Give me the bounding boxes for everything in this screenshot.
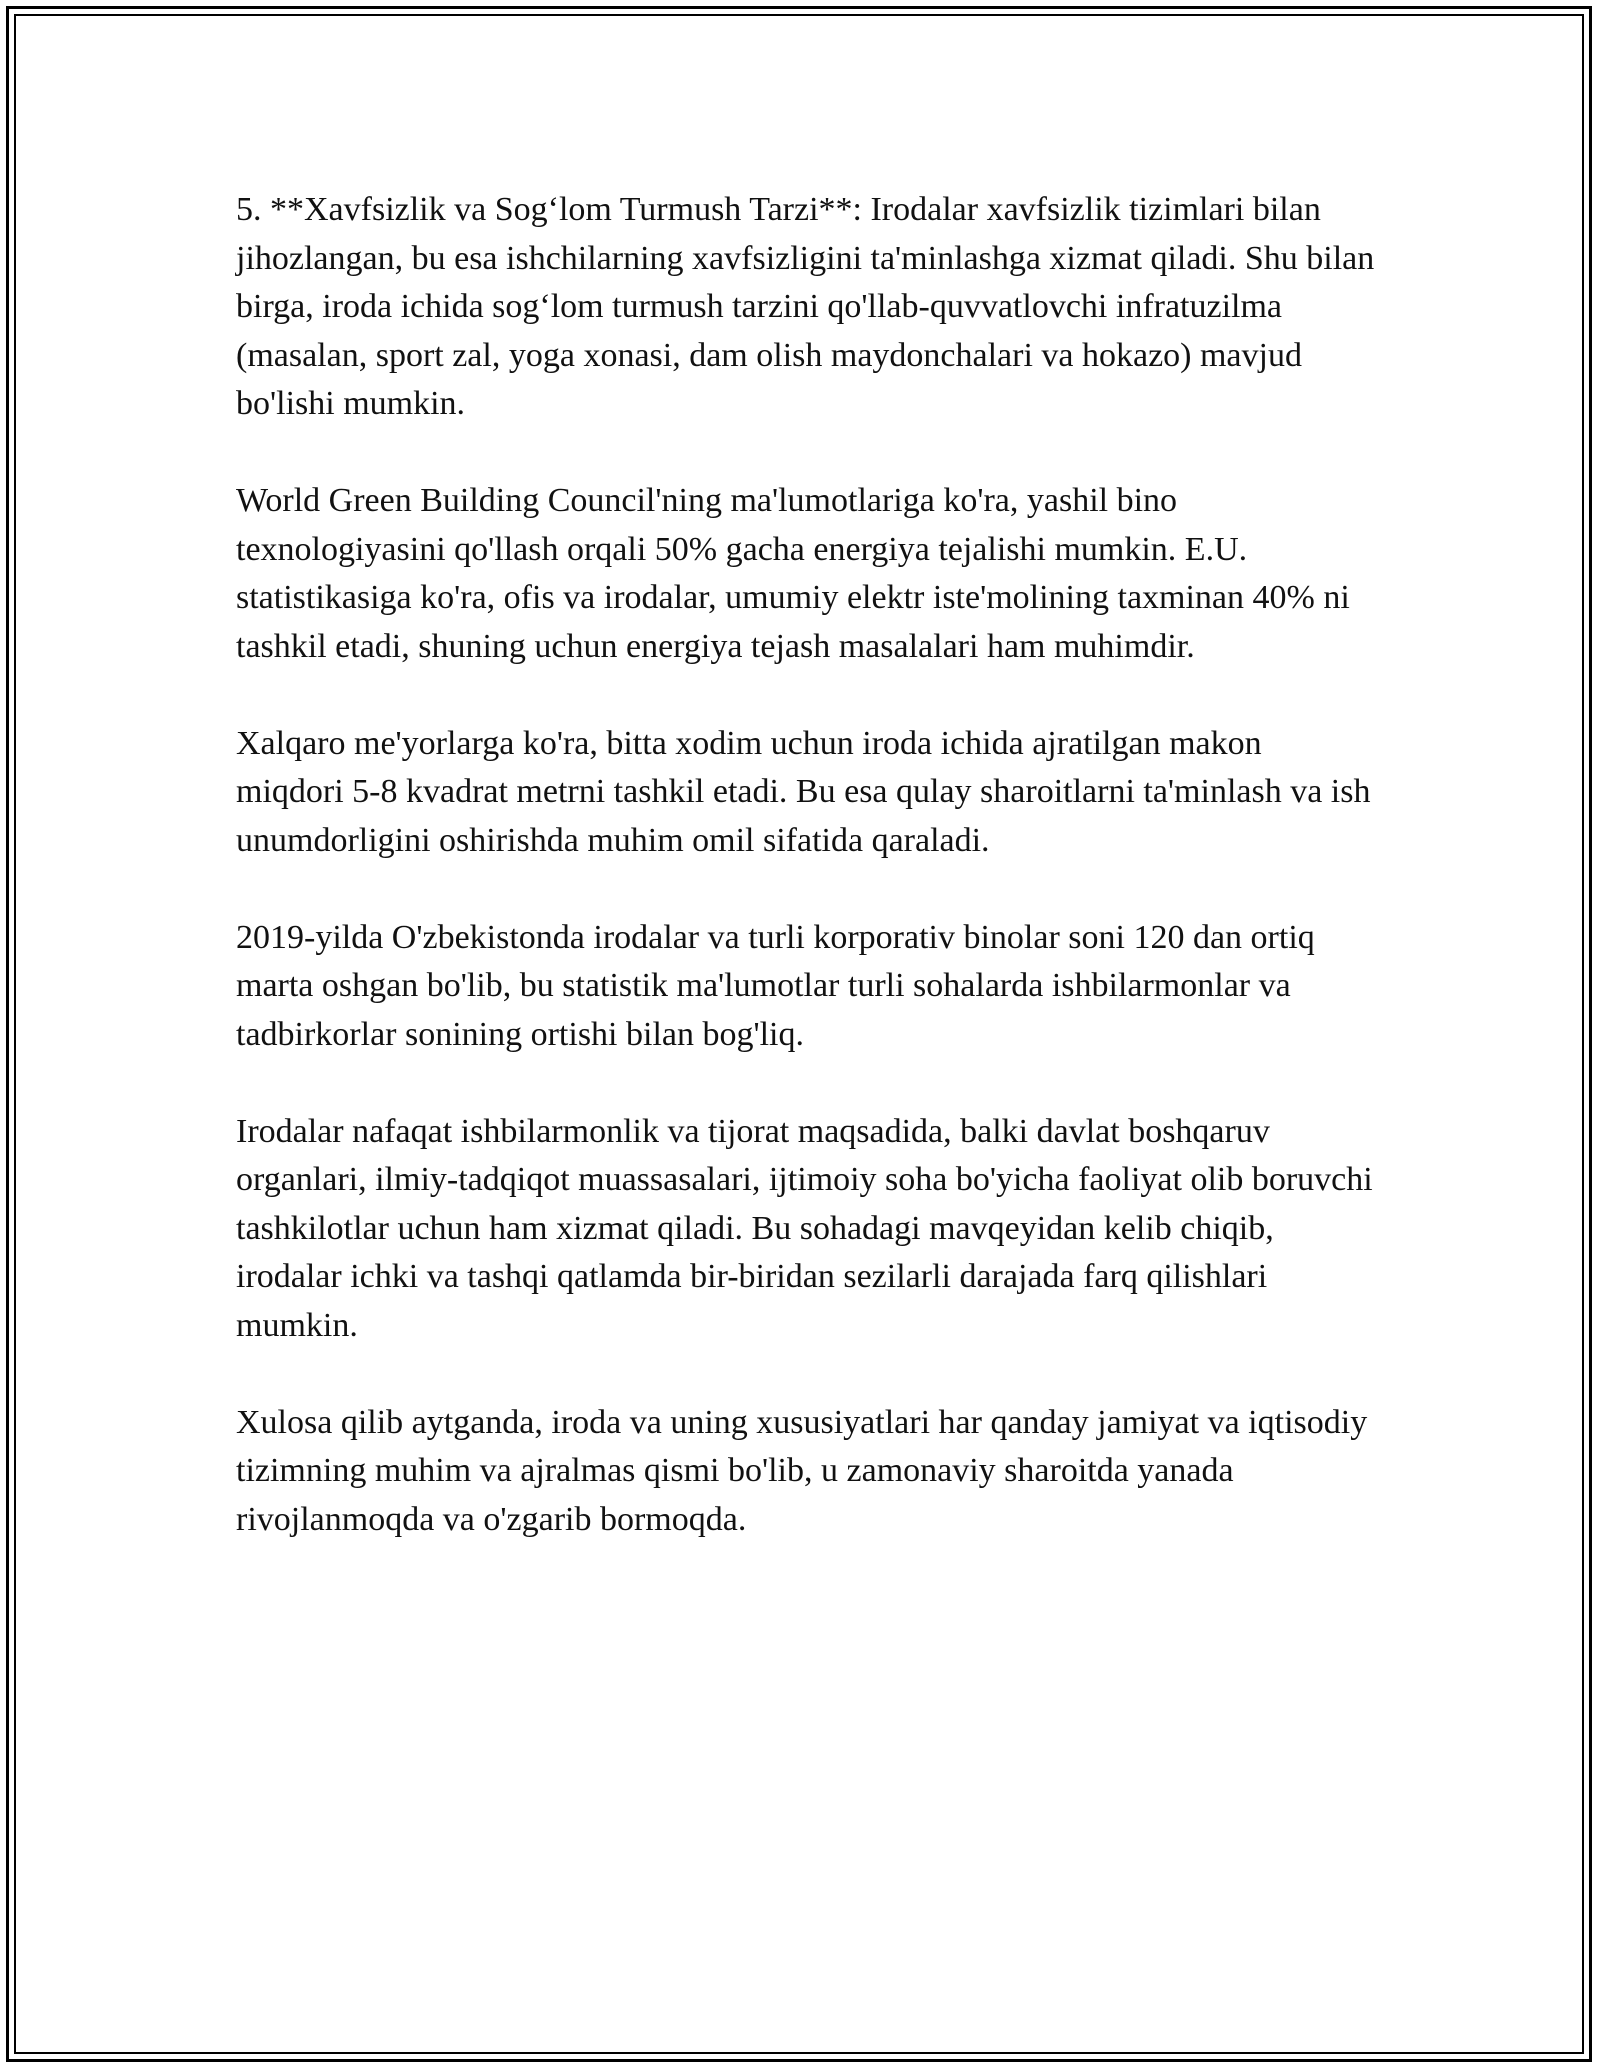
paragraph-safety-healthy-lifestyle: 5. **Xavfsizlik va Sog‘lom Turmush Tarzi**: Irodalar xavfsizlik tizimlari bilan jihozlangan, bu esa ishchilarning xavfsizligini ta'minlashga xizmat qiladi. Shu bilan birga, iroda ichida sog‘lom turmush tarzini qo'llab-quvvatlovchi infratuzilma (masalan, sport zal, yoga xonasi, dam olish maydonchalari va hokazo) mavjud bo'lishi mumkin. <box>236 191 1375 422</box>
paragraph-uzbekistan-statistics: 2019-yilda O'zbekistonda irodalar va turli korporativ binolar soni 120 dan ortiq marta oshgan bo'lib, bu statistik ma'lumotlar turli sohalarda ishbilarmonlar va tadbirkorlar sonining ortishi bilan bog'liq. <box>236 918 1315 1053</box>
paragraph-workspace-standards: Xalqaro me'yorlarga ko'ra, bitta xodim uchun iroda ichida ajratilgan makon miqdori 5-8 kvadrat metrni tashkil etadi. Bu esa qulay sharoitlarni ta'minlash va ish unumdorligini oshirishda muhim omil sifatida qaraladi. <box>236 724 1371 859</box>
document-body <box>236 186 1376 1593</box>
paragraph-conclusion: Xulosa qilib aytganda, iroda va uning xususiyatlari har qanday jamiyat va iqtisodiy tizimning muhim va ajralmas qismi bo'lib, u zamonaviy sharoitda yanada rivojlanmoqda va o'zgarib bormoqda. <box>236 1403 1368 1538</box>
paragraph-green-building-energy: World Green Building Council'ning ma'lumotlariga ko'ra, yashil bino texnologiyasini qo'llash orqali 50% gacha energiya tejalishi mumkin. E.U. statistikasiga ko'ra, ofis va irodalar, umumiy elektr iste'molining taxminan 40% ni tashkil etadi, shuning uchun energiya tejash masalalari ham muhimdir. <box>236 482 1350 665</box>
paragraph-organization-types: Irodalar nafaqat ishbilarmonlik va tijorat maqsadida, balki davlat boshqaruv organlari, ilmiy-tadqiqot muassasalari, ijtimoiy soha bo'yicha faoliyat olib boruvchi tashkilotlar uchun ham xizmat qiladi. Bu sohadagi mavqeyidan kelib chiqib, irodalar ichki va tashqi qatlamda bir-biridan sezilarli darajada farq qilishlari mumkin. <box>236 1112 1373 1344</box>
